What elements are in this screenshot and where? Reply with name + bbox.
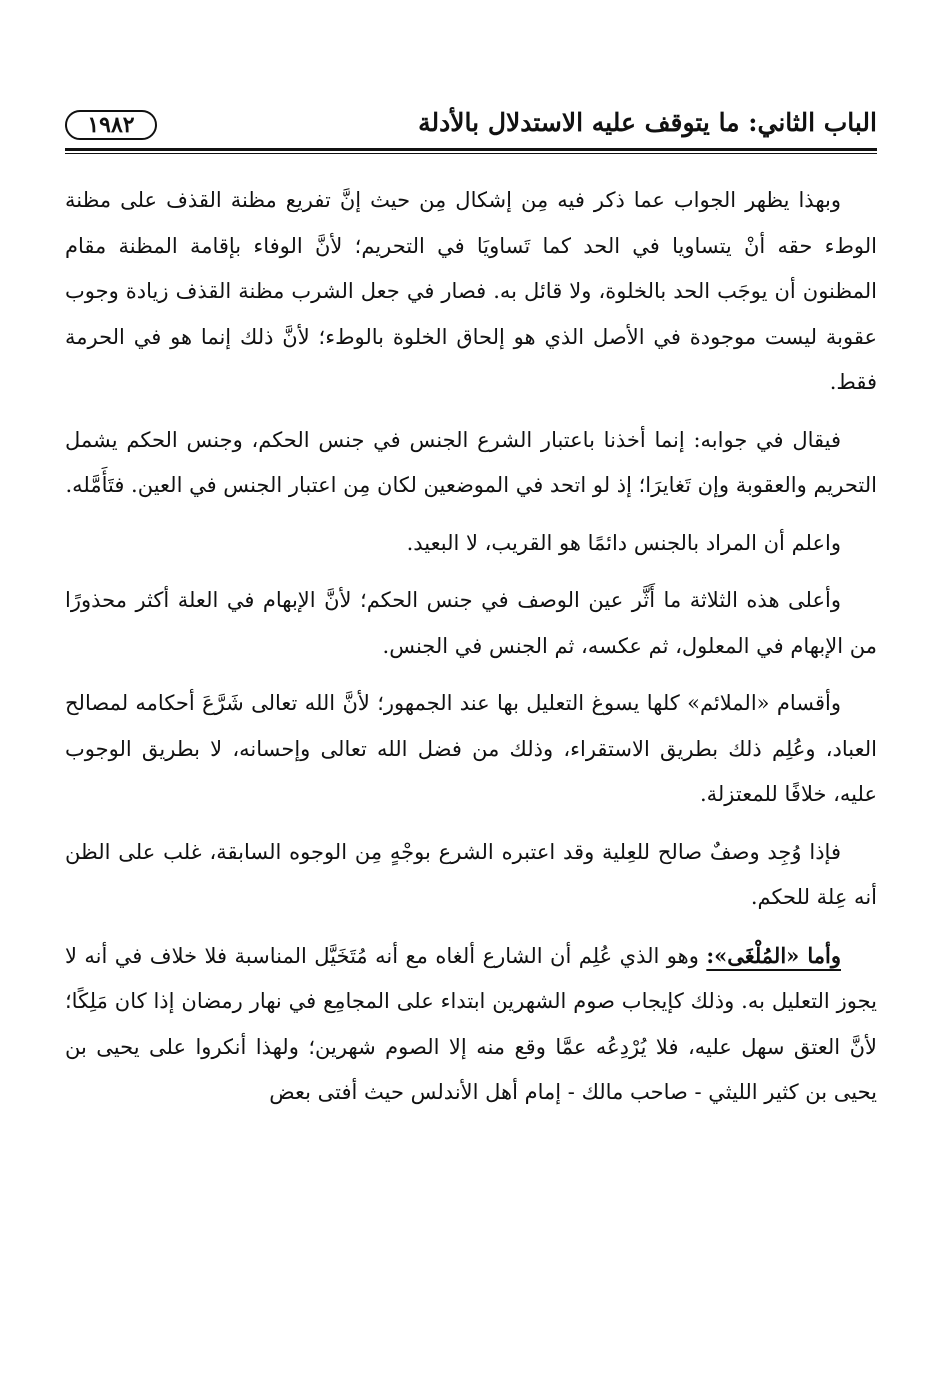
header-rule-thick xyxy=(65,148,877,151)
paragraph xyxy=(65,578,877,669)
paragraph xyxy=(65,933,877,1116)
paragraph-text: وبهذا يظهر الجواب عما ذكر فيه مِن إشكال مِن حيث إنَّ تفريع مظنة القذف على مظنة الوطء حقه أنْ يتساويا في الحد كما تَساويَا في التحريم؛ لأنَّ الوفاء بإقامة المظنة مقام المظنون أن يوجَب الحد بالخلوة، ولا قائل به. فصار في جعل الشرب مظنة القذف زيادة وجوب عقوبة ليست موجودة في الأصل الذي هو إلحاق الخلوة بالوطء؛ لأنَّ ذلك إنما هو في الحرمة فقط. xyxy=(65,188,877,394)
paragraph-text: وأقسام «الملائم» كلها يسوغ التعليل بها عند الجمهور؛ لأنَّ الله تعالى شَرَّعَ أحكامه لمصالح العباد، وعُلِم ذلك بطريق الاستقراء، وذلك من فضل الله تعالى وإحسانه، لا بطريق الوجوب عليه، خلافًا للمعتزلة. xyxy=(65,691,877,806)
page-number-badge: ١٩٨٢ xyxy=(65,110,157,140)
paragraph-text: فإذا وُجِد وصفٌ صالح للعِلية وقد اعتبره الشرع بوجْهٍ مِن الوجوه السابقة، غلب على الظن أنه عِلة للحكم. xyxy=(65,839,877,909)
paragraph xyxy=(65,178,877,406)
body-text xyxy=(65,178,877,1128)
paragraph-text: وأعلى هذه الثلاثة ما أَثَّر عين الوصف في جنس الحكم؛ لأنَّ الإبهام في العلة أكثر محذورًا من الإبهام في المعلول، ثم عكسه، ثم الجنس في الجنس. xyxy=(65,588,877,658)
chapter-title: الباب الثاني: ما يتوقف عليه الاستدلال بالأدلة xyxy=(418,108,877,137)
section-lead-term: وأما «المُلْغَى»: xyxy=(706,942,841,968)
paragraph xyxy=(65,681,877,818)
paragraph-text: وهو الذي عُلِم أن الشارع ألغاه مع أنه مُتَخَيَّل المناسبة فلا خلاف في أنه لا يجوز التعليل به. وذلك كإيجاب صوم الشهرين ابتداء على المجامِع في نهار رمضان إذا كان مَلِكًا؛ لأنَّ العتق سهل عليه، فلا يُرْدِعُه عمَّا وقع منه إلا الصوم شهرين؛ ولهذا أنكروا على يحيى بن يحيى بن كثير الليثي - صاحب مالك - إمام أهل الأندلس حيث أفتى بعض xyxy=(65,943,877,1104)
running-header xyxy=(65,102,877,148)
paragraph xyxy=(65,418,877,509)
paragraph-text: واعلم أن المراد بالجنس دائمًا هو القريب، لا البعيد. xyxy=(406,530,841,555)
paragraph xyxy=(65,521,877,567)
paragraph-text: فيقال في جوابه: إنما أخذنا باعتبار الشرع الجنس في جنس الحكم، وجنس الحكم يشمل التحريم والعقوبة وإن تَغايرَا؛ إذ لو اتحد في الموضعين لكان مِن اعتبار الجنس في العين. فتَأَمَّله. xyxy=(65,427,877,497)
paragraph xyxy=(65,830,877,921)
header-rule-thin xyxy=(65,153,877,154)
